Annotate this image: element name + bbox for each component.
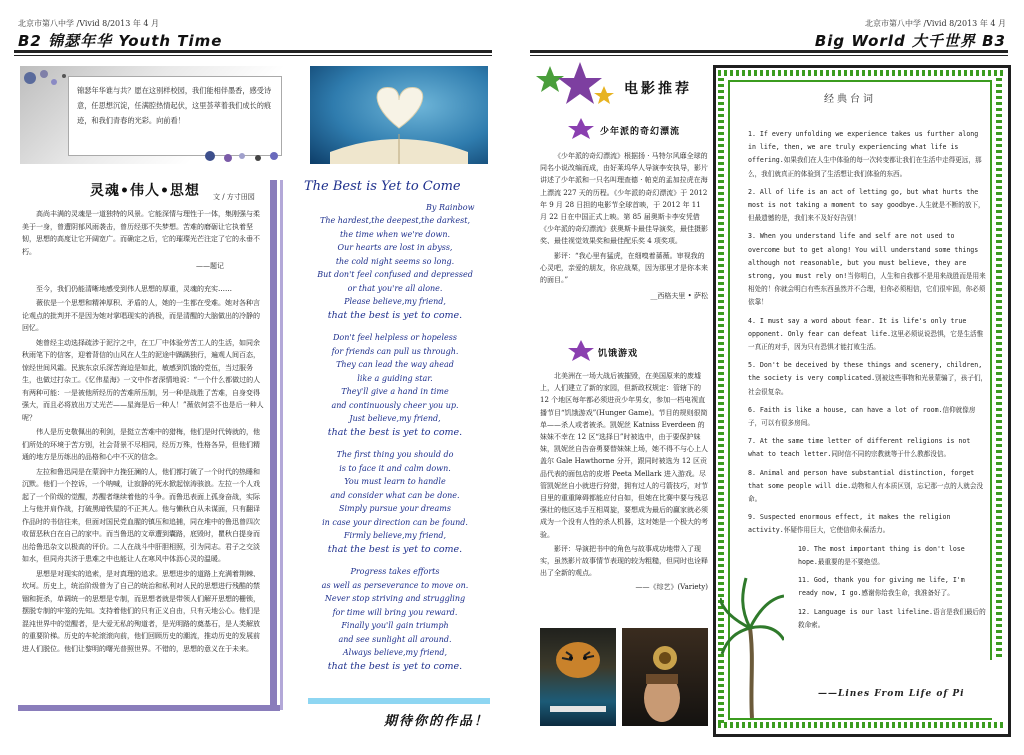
quote-en: 11. God, thank you for giving me life, I'm ready now, I go.	[798, 576, 965, 598]
pi-title: 少年派的奇幻漂流	[600, 127, 681, 137]
essay-paragraph: 思想是对现实的追索，是对真理的追求。思想进步的道路上充满着荆棘、坎坷。历史上，统治阶级曾为了自己的统治和私利对人民的思想进行残酷的禁锢和扼杀，单调统一的思想是专制，而思想者就是带领人们解开思想的栅锁，摆脱专制的牢笼的先知。支持着他们的只有正义自由，只有天地公心。他们是混沌世界中的觉醒者，是大爱无私的殉道者，是光明路的奠基石，是人类解放的重要阶梯。历史的车轮滚滚向前，他们回顾历史的潮流，推动历史的发展前进人们脱位。他们让黎明的曙光普照世界。不错的，思想的意义在于未来。	[22, 569, 260, 653]
poem-title: The Best is Yet to Come	[304, 179, 461, 194]
quote-item	[748, 128, 988, 181]
essay-paragraph: 她曾经主动选择疏涉于泥泞之中，在工厂中体验劳苦工人的生活，如同余秋雨笔下的信客，迎着背信的山风在人生的泥途中踽踽独行，遍观人间百态，惊经世间风霜。民族东京乐深苦海迫是如此，敏感到饥饿的党伍，当过服务生，也做过打杂工。《忆伟星海》一文中作者深情地说：“一个什么都做过的人有两种可能：一是被他所经历的苦难所压制，另一种是战胜了苦难，自身变得强大，而且必将放出万丈光芒——星海是后一种人！”薇依何尝不也是后一种人呢？	[22, 338, 264, 422]
quote-en: 9. Suspected enormous effect, it makes the religion activity.	[748, 513, 951, 535]
poem-line: But don't feel confused and depressed	[317, 270, 473, 279]
intro-bottom-dots	[200, 148, 300, 164]
poem-stanza	[300, 565, 490, 673]
right-meta: 北京市第八中学 /Vivid 8/2013 年 4 月	[864, 19, 1006, 28]
pi-credit: __西格夫里 • 萨松	[650, 292, 708, 301]
essay-paragraph: 薇依是一个思想和精神厚积、矛盾的人，她的一生都在受难。她对各种言论观点的批判并不是因为她对掌唱现实的消极，而是清醒的大脑做出的冷静的回忆。	[22, 299, 260, 332]
quotes-frame	[713, 65, 1011, 737]
pi-star-icon	[566, 118, 596, 140]
poem-line: as well as perseverance to move on.	[321, 580, 469, 590]
poem-line: Finally you'll gain triumph	[341, 621, 449, 630]
poem-refrain: that the best is yet to come.	[327, 309, 463, 321]
poem-line: the cold night seems so long.	[335, 256, 455, 266]
right-header-rule-thin	[530, 55, 1008, 56]
poem-line: is to face it and calm down.	[339, 463, 451, 473]
quote-zh: 怀疑作用巨大，它使信仰永葆活力。	[783, 526, 890, 535]
quote-zh: 同时信不同的宗教就等于什么教都没信。	[831, 450, 951, 459]
poem-bottom-bar	[308, 698, 490, 704]
poem-refrain: that the best is yet to come.	[327, 426, 463, 438]
quote-item	[748, 435, 988, 461]
hunger-credit: ——《综艺》(Variety)	[635, 583, 708, 592]
quote-item	[748, 230, 988, 309]
hunger-paragraph: 影评：导演把书中的角色与故事成功地带入了现实，虽然影片故事情节表现的较为粗糙，但同时也诠释出了全新的观点。	[540, 544, 708, 578]
essay-paragraph: 至今，我们仍能清晰地感受到伟人思想的厚重，灵魂的充实……	[36, 284, 232, 293]
green-inner-line-right	[990, 80, 992, 660]
poem-author: By Rainbow	[426, 203, 475, 212]
green-rail-right	[996, 78, 1002, 658]
quote-zh: 如果我们在人生中体验的每一次转变都让我们在生活中走得更远，那么，我们就真正的体验到了生活想让我们体验的东西。	[748, 156, 982, 178]
quote-zh: 最重要的是不要绝望。	[817, 557, 884, 566]
poem-line: They can lead the way ahead	[336, 360, 454, 369]
poem-line: like a guiding star.	[357, 373, 433, 383]
left-header-rule-thin	[14, 55, 492, 56]
poem-line: You must learn to handle	[344, 477, 446, 486]
movie-section-title: 电影推荐	[624, 81, 692, 97]
heart-book-illustration	[310, 66, 488, 164]
quote-zh: 人生就是不断的放下，但最遗憾的是，我们来不及好好告别！	[748, 201, 985, 223]
hunger-paragraph: 北美洲在一场大战后被摧毁，在美国原来的废墟上，人们建立了新的家园，但新政权规定：管辖下的 12 个地区每年都必须进贡少年男女，参加一档电视直播节目“饥饿游戏”(Hunger Game)。节目的规则很简单——杀人或者被杀。凯妮丝 Katniss Everdeen 的妹妹不幸在 12 区“选择日”时被选中，由于要保护妹妹，凯妮丝自告奋勇要替妹妹上场，她不得不与心上人盖尔 Gale Hawthorne 分开，跟同时被选为 12 区贡品代表的面包店的皮塔 Peeta Mellark 进入游戏。尽管凯妮丝自小就进行狩猎，拥有过人的弓箭技巧，对节目里的重重障碍都能应付自如，但她在比赛中要与残忍强壮的他区选手互相周旋，要想成为最后的赢家就必须成为一个没有人性的杀人机器，这对她是一个极大的考验。	[540, 372, 708, 539]
poem-line: Firmly believe,my friend,	[343, 531, 447, 540]
stars-decoration	[536, 60, 614, 110]
poem-line: in case your direction can be found.	[322, 517, 468, 527]
essay-title: 灵魂•伟人•思想	[90, 183, 200, 199]
essay-paragraph: 左拉和鲁迅同是在蒙润中力挽狂澜的人，他们都打破了一个时代的热睡和沉默。他们一个控诉，一个呐喊，让寂静的死水掀起惊涛骇浪。左拉一个人戏起了一个阶级的觉醒，苏醒者继续着他的斗争。而鲁迅表面上孤身奋战，实际上与他并肩作战，打破黑暗铁屋的不正其人。他与懒秋白从未谋面，只有翻译作品时的书信往来，但面对国民党血腥的镇压和追捕，同在堆中的鲁迅曾四次收留恶秋白在自己的家中。而当鲁迅的文章遭到囊路，底毁时，瞿秋白提身而出给鲁迅杂文以极高的评价。二人在战斗中肝胆相照，引为同志。君子之交淡如水，但同舟共济于患难之中也能让人在寒风中体沥心灵的温暖。	[22, 467, 260, 563]
poem-line: for time will bring you reward.	[332, 607, 458, 617]
poem-line: for friends can pull us through.	[331, 346, 459, 356]
poem-footer: 期待你的作品！	[384, 714, 490, 729]
poem-line: Simply pursue your dreams	[339, 504, 451, 513]
quote-en: 7. At the same time letter of different religions is not what to teach letter.	[748, 437, 971, 459]
poem-stanza	[300, 331, 490, 439]
intro-box	[20, 66, 302, 164]
quote-en: 4. I must say a word about fear. It is life's only true opponent. Only fear can defeat life.	[748, 316, 967, 338]
quote-item	[748, 606, 988, 632]
poem-refrain: that the best is yet to come.	[327, 660, 463, 672]
poem-stanza	[300, 448, 490, 556]
poem-body	[300, 214, 490, 682]
poem-line: the time when we're down.	[339, 229, 451, 239]
right-page-title: Big World 大千世界 B3	[814, 32, 1006, 50]
quote-item	[748, 359, 988, 399]
essay-author: 文 / 方寸田园	[213, 193, 255, 201]
poem-line: Our hearts are lost in abyss,	[337, 243, 453, 252]
quote-item	[748, 511, 988, 537]
poem-refrain: that the best is yet to come.	[327, 543, 463, 555]
poem-line: or that you're all alone.	[347, 283, 443, 293]
poem-line: and continuously cheer you up.	[331, 400, 459, 410]
quote-item	[748, 186, 988, 226]
quote-item	[748, 315, 988, 355]
green-inner-line-bottom	[728, 718, 992, 720]
quote-item	[748, 574, 988, 600]
quote-zh: 信仰就像房子，可以有很多房间。	[748, 405, 976, 428]
quotes-source: ——Lines From Life of Pi	[818, 689, 965, 699]
right-header-rule	[530, 50, 1008, 53]
left-page-title: B2 锦瑟年华 Youth Time	[18, 32, 223, 50]
quote-zh: 当你明白，人生和自我都不是用来战胜而是用来相处的！你就会明白有些东西虽然并不合理，但你必须相信，它们很牢固，你必须依靠！	[748, 272, 986, 307]
quotes-list	[748, 128, 988, 637]
essay-epigraph-credit: ——题记	[196, 262, 224, 270]
poem-line: and consider what can be done.	[330, 490, 460, 500]
book-heart-image	[310, 66, 488, 164]
quote-zh: 感谢你给我生命，我准备好了。	[861, 589, 954, 598]
essay-paragraph: 伟人是历史敬佩出的利剑，是挺立苦难中的猎梅，他们是时代铸就的，他们所处的环境于苦方别，社会背景不尽相同，经历万殊，性格各异，但他们精通的地方是历练出的品格和心中不灭的信念。	[22, 428, 260, 461]
quote-item	[748, 467, 988, 507]
hunger-games-poster	[622, 628, 708, 726]
poem-line: They'll give a hand in time	[341, 387, 449, 396]
pi-review	[540, 150, 708, 303]
poem-line: Progress takes efforts	[350, 567, 440, 576]
poem-line: Just believe,my friend,	[349, 414, 441, 423]
poem-line: Please believe,my friend,	[344, 297, 446, 306]
poem-line: Don't feel helpless or hopeless	[333, 333, 457, 342]
quote-en: 5. Don't be deceived by these things and scenery, children, the society is very complicated.	[748, 361, 983, 383]
poem-stanza	[300, 214, 490, 322]
green-rail-top	[718, 70, 1004, 76]
quote-en: 12. Language is our last lifeline.	[798, 607, 933, 616]
quote-en: 8. Animal and person have substantial distinction, forget that some people will die.	[748, 468, 975, 490]
hunger-star-icon	[566, 340, 596, 362]
quote-item	[748, 404, 988, 430]
intro-text: 锦瑟年华谁与共？愿在这别样校园，我们能相伴墨香，感受诗意，任思想沉淀，任满腔热情起伏，这里荟萃着我们成长的痕迹，和我们青春的光彩。向前看！	[77, 86, 272, 125]
hunger-review	[540, 370, 708, 594]
quotes-title: 经典台词	[824, 94, 876, 105]
quote-en: 6. Faith is like a house, can have a lot of room.	[748, 405, 943, 414]
quote-en: 1. If every unfolding we experience takes us further along in life, then, we are truly experiencing what life is offering.	[748, 130, 979, 165]
poem-line: The hardest,the deepest,the darkest,	[320, 216, 470, 225]
quote-en: 3. When you understand life and self are not used to overcome but to get along! You will understand some things although not reasonable, but you must believe, they are strong, you must rely on!	[748, 232, 979, 281]
palm-tree-illustration	[720, 568, 784, 718]
poem-line: Never stop striving and struggling	[324, 594, 466, 603]
quote-zh: 语言是我们最后的救命索。	[798, 607, 986, 629]
essay-body	[22, 208, 264, 708]
poem-line: The first thing you should do	[336, 450, 454, 459]
poem-line: and see sunlight all around.	[338, 634, 452, 644]
purple-divider	[270, 180, 277, 710]
pi-paragraph: 影评：“我心里有猛虎，在细嗅着蔷薇。审视我的心灵吧，亲爱的朋友，你应战栗，因为那里才是你本来的面目。”	[540, 251, 708, 285]
left-meta: 北京市第八中学 /Vivid 8/2013 年 4 月	[18, 19, 160, 28]
purple-divider-thin	[280, 180, 283, 710]
pi-paragraph: 《少年派的奇幻漂流》根据扬 · 马特尔风靡全球的同名小说改编而成，由好莱坞华人导演李安执导，影片讲述了少年派和一只名叫理查德 · 帕克的孟加拉虎在海上漂流 227 天的历程。《少年派的奇幻漂流》于 2012 年 9 月 28 日担的电影节全球首映，于 2012 年 11 月 22 日在中国正式上映。第 85 届奥斯卡李安凭借《少年派的奇幻漂流》获奥斯卡最佳导演奖，最佳摄影奖、最佳视觉效果奖和最佳配乐奖 4 项奖项。	[540, 152, 708, 246]
intro-card	[68, 76, 282, 156]
purple-bottom-bar	[18, 705, 280, 711]
quote-zh: 这里必须说说恐惧，它是生活惟一真正的对手，因为只有恐惧才能打败生活。	[748, 329, 984, 352]
left-header-rule	[14, 50, 492, 53]
quote-en: 2. All of life is an act of letting go, but what hurts the most is not taking a moment to say goodbye.	[748, 187, 979, 210]
hunger-title: 饥饿游戏	[598, 349, 639, 359]
quote-item	[748, 543, 988, 569]
green-rail-bottom	[718, 722, 1004, 728]
life-of-pi-poster	[540, 628, 616, 726]
green-inner-line-top	[728, 80, 992, 82]
essay-paragraph: 高尚丰满的灵魂是一道独特的风景。它能深情与理性于一体，集刚强与柔美于一身，曾遭阴郁风雨袭击，曾历经那不失梦想。苦难的磨砺让它执着坚韧，思想的高度让它开阔宽广。而确定之后，它的璀璨光芒注定了它的永垂不朽。	[22, 210, 260, 256]
quote-zh: 动物和人有本质区别，忘记那一点的人就会没命。	[748, 481, 984, 504]
quote-en: 10. The most important thing is don't lose hope.	[798, 544, 965, 566]
poem-line: Always believe,my friend,	[342, 648, 448, 657]
quote-zh: 别被这些事物和光景蒙骗了，孩子们，社会很复杂。	[748, 374, 988, 396]
